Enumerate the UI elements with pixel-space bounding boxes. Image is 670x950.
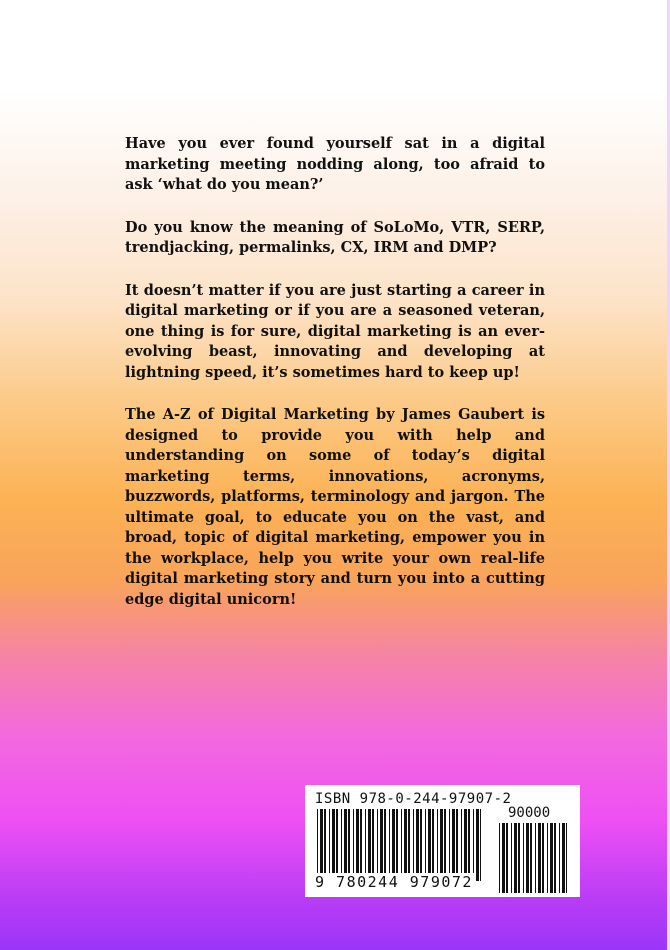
barcode-bar xyxy=(329,809,330,881)
barcode-bar xyxy=(526,823,529,893)
barcode-bar xyxy=(416,809,419,881)
barcode-bar xyxy=(550,823,553,893)
barcode-bar xyxy=(566,823,567,893)
barcode-bar xyxy=(401,809,402,881)
barcode-bar xyxy=(535,823,536,893)
barcode-bar xyxy=(511,823,512,893)
barcode-bar xyxy=(356,809,359,881)
barcode-bar xyxy=(332,809,335,881)
barcode-bar xyxy=(324,809,326,881)
barcode-bar xyxy=(372,809,374,881)
barcode-bar xyxy=(452,809,455,881)
addon-digits: 90000 xyxy=(508,805,551,821)
barcode-bar xyxy=(547,823,548,893)
barcode-bar xyxy=(562,823,565,893)
barcode-bar xyxy=(408,809,410,881)
barcode-bar xyxy=(380,809,383,881)
barcode-bar xyxy=(353,809,354,881)
barcode-bar xyxy=(392,809,395,881)
barcode-bar xyxy=(464,809,467,881)
barcode-bar xyxy=(432,809,434,881)
blurb-paragraph-3: It doesn’t matter if you are just starting a career in digital marketing or if you are a seasoned veteran, one thing is for sure, digital marketing is an ever-evolving beast, innovating and developing at lightning speed, it’s sometimes hard to keep up! xyxy=(125,281,545,381)
barcode-bar xyxy=(377,809,378,881)
barcode-bar xyxy=(360,809,362,881)
barcode-bar xyxy=(368,809,371,881)
barcode-bar xyxy=(404,809,407,881)
barcode-bar xyxy=(468,809,470,881)
barcode-bar xyxy=(341,809,342,881)
barcode-bar xyxy=(396,809,398,881)
barcode-bar xyxy=(336,809,338,881)
isbn-label: ISBN 978-0-244-97907-2 xyxy=(315,791,512,807)
barcode-bar xyxy=(473,809,474,881)
barcode-bar xyxy=(365,809,366,881)
barcode-bar xyxy=(389,809,390,881)
barcode-bar xyxy=(538,823,541,893)
barcode-bar xyxy=(456,809,458,881)
barcode-bar xyxy=(440,809,443,881)
ean-digits: 9 780244 979072 xyxy=(315,873,473,891)
blurb-paragraph-1: Have you ever found yourself sat in a digital marketing meeting nodding along, too afraid to ask ‘what do you mean?’ xyxy=(125,135,545,193)
barcode-bar xyxy=(554,823,556,893)
barcode-bar xyxy=(480,809,481,881)
barcode-bar xyxy=(413,809,414,881)
barcode-bar xyxy=(542,823,544,893)
barcode-bar xyxy=(530,823,532,893)
barcode-bar xyxy=(518,823,520,893)
blurb-paragraph-4: The A-Z of Digital Marketing by James Gaubert is designed to provide you with help and understanding on some of today’s digital marketing terms, innovations, acronyms, buzzwords, platforms, terminology and jargon. The ultimate goal, to educate you on the vast, and broad, topic of digital marketing, empower you in the workplace, help you write your own real-life digital marketing story and turn you into a cutting edge digital unicorn! xyxy=(125,406,545,608)
blurb-paragraph-2: Do you know the meaning of SoLoMo, VTR, SERP, trendjacking, permalinks, CX, IRM and DMP? xyxy=(125,218,545,256)
barcode-bar xyxy=(499,823,500,893)
barcode-bar xyxy=(348,809,350,881)
back-cover-blurb xyxy=(125,134,545,632)
barcode-bar xyxy=(461,809,462,881)
barcode-bar xyxy=(449,809,450,881)
barcode-bar xyxy=(523,823,524,893)
barcode-bar xyxy=(502,823,505,893)
barcode-bar xyxy=(476,809,479,881)
barcode-bar xyxy=(428,809,431,881)
barcode-bar xyxy=(425,809,426,881)
barcode-bar xyxy=(320,809,323,881)
barcode-bar xyxy=(514,823,517,893)
isbn-barcode xyxy=(305,785,580,897)
barcode-bar xyxy=(344,809,347,881)
barcode-bar xyxy=(437,809,438,881)
barcode-bar xyxy=(444,809,446,881)
barcode-bar xyxy=(420,809,422,881)
barcode-bar xyxy=(506,823,508,893)
barcode-bar xyxy=(317,809,318,881)
barcode-bar xyxy=(559,823,560,893)
barcode-bar xyxy=(384,809,386,881)
